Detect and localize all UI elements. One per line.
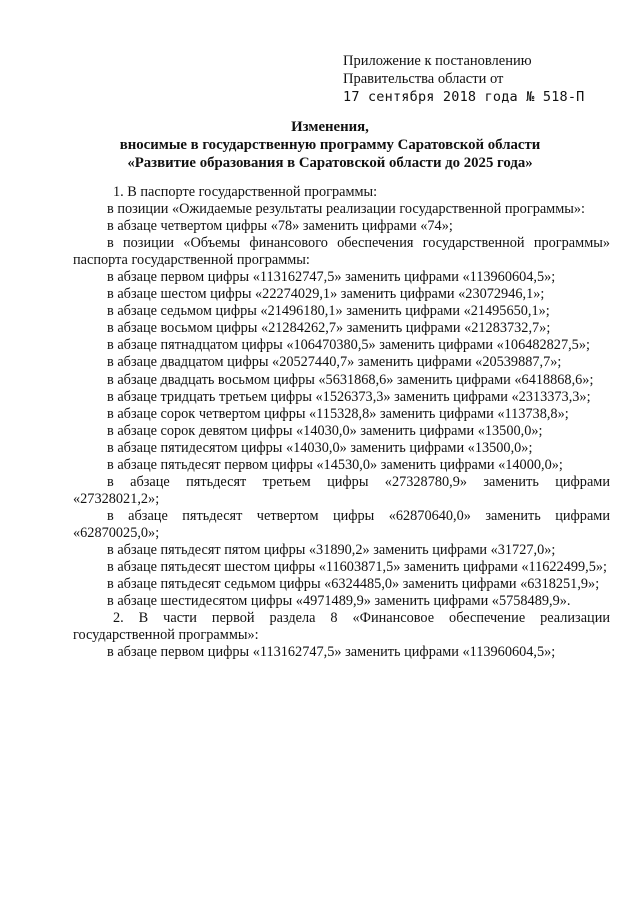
document-body (73, 184, 610, 661)
paragraph: в абзаце пятнадцатом цифры «106470380,5» заменить цифрами «106482827,5»; (107, 337, 590, 354)
paragraph: в абзаце первом цифры «113162747,5» заменить цифрами «113960604,5»; (107, 644, 556, 661)
appendix-header (343, 52, 623, 106)
title-line-2: вносимые в государственную программу Саратовской области (119, 137, 541, 153)
paragraph: в абзаце пятьдесят четвертом цифры «62870640,0» заменить цифрами «62870025,0»; (73, 507, 610, 541)
paragraph: в абзаце пятьдесят первом цифры «14530,0» заменить цифрами «14000,0»; (107, 456, 563, 473)
paragraph: в абзаце шестидесятом цифры «4971489,9» заменить цифрами «5758489,9». (107, 593, 571, 610)
paragraph: в абзаце пятьдесят шестом цифры «11603871,5» заменить цифрами «11622499,5»; (107, 559, 607, 576)
paragraph: в абзаце первом цифры «113162747,5» заменить цифрами «113960604,5»; (107, 269, 556, 286)
paragraph: в абзаце восьмом цифры «21284262,7» заменить цифрами «21283732,7»; (107, 320, 551, 337)
paragraph: в абзаце четвертом цифры «78» заменить цифрами «74»; (107, 218, 453, 235)
paragraph: в абзаце сорок девятом цифры «14030,0» заменить цифрами «13500,0»; (107, 422, 543, 439)
document-title (40, 118, 620, 172)
title-line-1: Изменения, (291, 119, 369, 135)
paragraph: в позиции «Объемы финансового обеспечения государственной программы» паспорта государственной программы: (73, 235, 610, 269)
resolution-date-number: 17 сентября 2018 года № 518-П (343, 89, 585, 105)
paragraph: в абзаце пятьдесят седьмом цифры «6324485,0» заменить цифрами «6318251,9»; (107, 576, 600, 593)
paragraph: в абзаце пятидесятом цифры «14030,0» заменить цифрами «13500,0»; (107, 439, 533, 456)
paragraph: в абзаце пятьдесят третьем цифры «27328780,9» заменить цифрами «27328021,2»; (73, 473, 610, 507)
appendix-line-1: Приложение к постановлению (343, 53, 532, 69)
paragraph: в абзаце двадцатом цифры «20527440,7» заменить цифрами «20539887,7»; (107, 354, 562, 371)
paragraph: в абзаце сорок четвертом цифры «115328,8» заменить цифрами «113738,8»; (107, 405, 569, 422)
paragraph: 1. В паспорте государственной программы: (113, 184, 378, 200)
title-line-3: «Развитие образования в Саратовской области до 2025 года» (127, 155, 533, 171)
paragraph: в абзаце пятьдесят пятом цифры «31890,2» заменить цифрами «31727,0»; (107, 541, 556, 558)
appendix-line-2: Правительства области от (343, 71, 504, 87)
paragraph: в абзаце шестом цифры «22274029,1» заменить цифрами «23072946,1»; (107, 286, 545, 303)
paragraph: 2. В части первой раздела 8 «Финансовое обеспечение реализации государственной программы»: (73, 610, 610, 644)
paragraph: в абзаце двадцать восьмом цифры «5631868,6» заменить цифрами «6418868,6»; (107, 371, 594, 388)
paragraph: в позиции «Ожидаемые результаты реализации государственной программы»: (107, 201, 586, 218)
paragraph: в абзаце тридцать третьем цифры «1526373,3» заменить цифрами «2313373,3»; (107, 388, 591, 405)
paragraph: в абзаце седьмом цифры «21496180,1» заменить цифрами «21495650,1»; (107, 303, 550, 320)
